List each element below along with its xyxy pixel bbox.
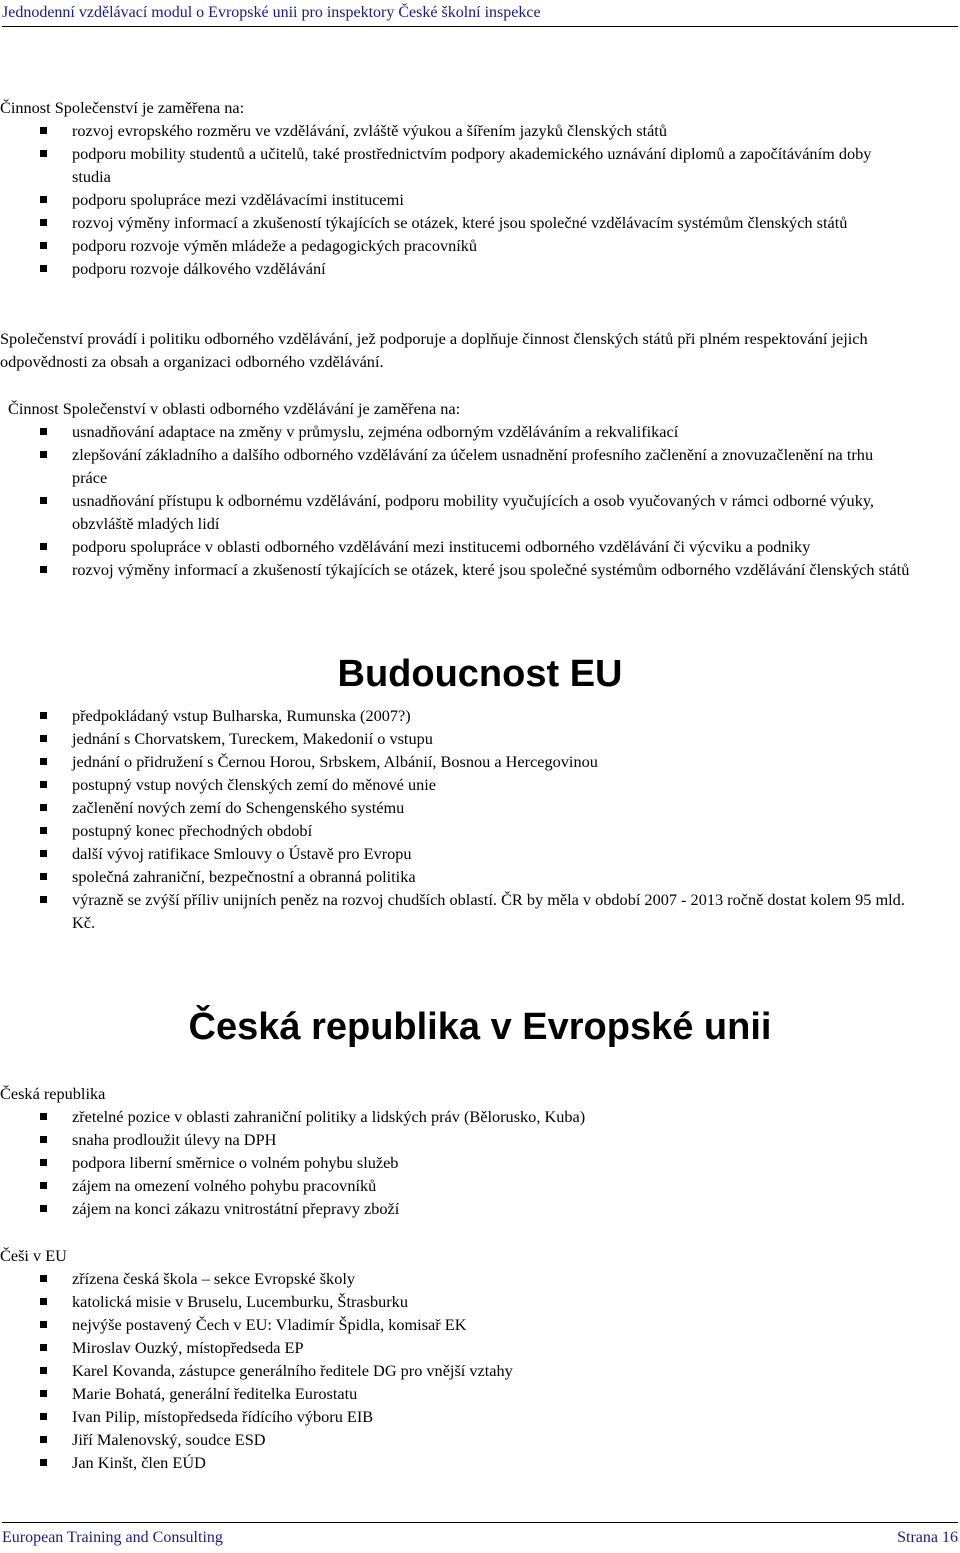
paragraph-vocational-policy: Společenství provádí i politiku odborného vzdělávání, jež podporuje a doplňuje činnost členských států při plném respektování jejich odpovědnosti za obsah a organizaci odborného vzdělávání. [0,329,868,371]
list-item: Miroslav Ouzký, místopředseda EP [40,1336,910,1359]
section4-list [40,1105,910,1220]
section2-list [40,420,910,581]
list-item: zájem na omezení volného pohybu pracovníků [40,1174,910,1197]
list-item: Karel Kovanda, zástupce generálního ředitele DG pro vnější vztahy [40,1359,910,1382]
list-item: snaha prodloužit úlevy na DPH [40,1128,910,1151]
list-item: podporu rozvoje dálkového vzdělávání [40,257,910,280]
section5-intro: Češi v EU [0,1246,67,1265]
list-item: rozvoj výměny informací a zkušeností týkajících se otázek, které jsou společné vzdělávacím systémům členských států [40,211,910,234]
list-item: zřetelné pozice v oblasti zahraniční politiky a lidských práv (Bělorusko, Kuba) [40,1105,910,1128]
list-item: Jiří Malenovský, soudce ESD [40,1428,910,1451]
heading-czech-republic-in-eu: Česká republika v Evropské unii [188,1006,772,1048]
heading-future-eu: Budoucnost EU [337,653,623,695]
footer-company: European Training and Consulting [2,1529,223,1546]
list-item: podporu mobility studentů a učitelů, také prostřednictvím podpory akademického uznávání diplomů a započítáváním doby studia [40,142,910,188]
list-item: Ivan Pilip, místopředseda řídícího výboru EIB [40,1405,910,1428]
list-item: jednání s Chorvatskem, Tureckem, Makedonií o vstupu [40,727,910,750]
section3-list [40,704,910,934]
list-item: podpora liberní směrnice o volném pohybu služeb [40,1151,910,1174]
header-title: Jednodenní vzdělávací modul o Evropské unii pro inspektory České školní inspekce [2,4,541,21]
list-item: podporu spolupráce v oblasti odborného vzdělávání mezi institucemi odborného vzdělávání či výcviku a podniky [40,535,910,558]
list-item: Jan Kinšt, člen EÚD [40,1451,910,1474]
list-item: podporu rozvoje výměn mládeže a pedagogických pracovníků [40,234,910,257]
list-item: postupný vstup nových členských zemí do měnové unie [40,773,910,796]
page-header [2,2,958,27]
list-item: rozvoj evropského rozměru ve vzdělávání, zvláště výukou a šířením jazyků členských států [40,119,910,142]
section1-intro: Činnost Společenství je zaměřena na: [0,98,245,117]
page-number: Strana 16 [897,1529,958,1546]
list-item: zlepšování základního a dalšího odborného vzdělávání za účelem usnadnění profesního začlenění a znovuzačlenění na trhu práce [40,443,910,489]
list-item: katolická misie v Bruselu, Lucemburku, Štrasburku [40,1290,910,1313]
page-footer [2,1522,958,1551]
list-item: předpokládaný vstup Bulharska, Rumunska (2007?) [40,704,910,727]
section2-intro: Činnost Společenství v oblasti odborného vzdělávání je zaměřena na: [8,399,461,418]
list-item: zájem na konci zákazu vnitrostátní přepravy zboží [40,1197,910,1220]
list-item: Marie Bohatá, generální ředitelka Eurostatu [40,1382,910,1405]
list-item: podporu spolupráce mezi vzdělávacími institucemi [40,188,910,211]
list-item: společná zahraniční, bezpečnostní a obranná politika [40,865,910,888]
section5-list [40,1267,910,1474]
list-item: další vývoj ratifikace Smlouvy o Ústavě pro Evropu [40,842,910,865]
list-item: výrazně se zvýší příliv unijních peněz na rozvoj chudších oblastí. ČR by měla v období 2007 - 2013 ročně dostat kolem 95 mld. Kč. [40,888,910,934]
list-item: rozvoj výměny informací a zkušeností týkajících se otázek, které jsou společné systémům odborného vzdělávání členských států [40,558,910,581]
list-item: usnadňování adaptace na změny v průmyslu, zejména odborným vzděláváním a rekvalifikací [40,420,910,443]
list-item: jednání o přidružení s Černou Horou, Srbskem, Albánií, Bosnou a Hercegovinou [40,750,910,773]
section1-list [40,119,910,280]
list-item: začlenění nových zemí do Schengenského systému [40,796,910,819]
list-item: nejvýše postavený Čech v EU: Vladimír Špidla, komisař EK [40,1313,910,1336]
list-item: usnadňování přístupu k odbornému vzdělávání, podporu mobility vyučujících a osob vyučovaných v rámci odborné výuky, obzvláště mladých lidí [40,489,910,535]
list-item: postupný konec přechodných období [40,819,910,842]
section4-intro: Česká republika [0,1084,106,1103]
list-item: zřízena česká škola – sekce Evropské školy [40,1267,910,1290]
